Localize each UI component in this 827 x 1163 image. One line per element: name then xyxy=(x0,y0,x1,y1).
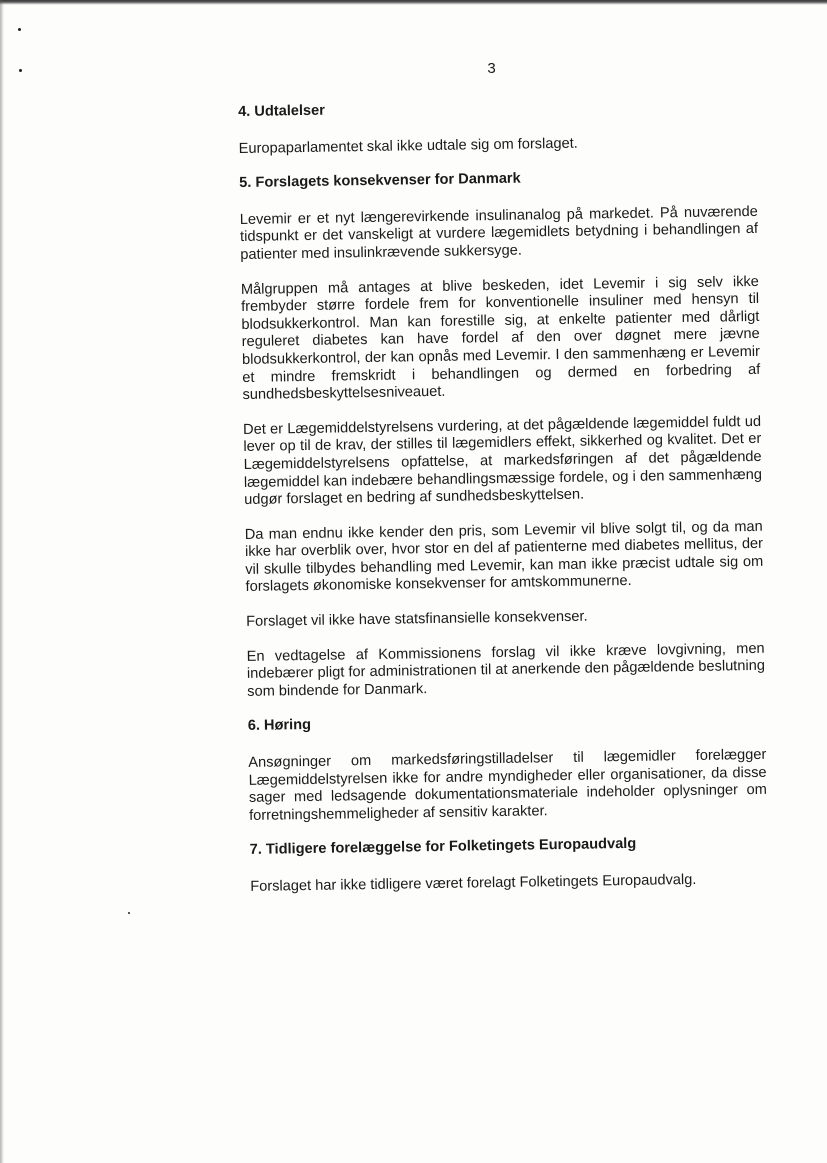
paragraph: Forslaget har ikke tidligere været forelagt Folketingets Europaudvalg. xyxy=(250,871,697,895)
scan-speck xyxy=(18,28,21,31)
section-heading: 6. Høring xyxy=(247,717,312,735)
document-body xyxy=(238,96,768,897)
paragraph: Levemir er et nyt længerevirkende insulinanalog på markedet. På nuværende tidspunkt er det vanskeligt at vurdere lægemidlets betydning i behandlingen af patienter med insulinkrævende sukkersyge. xyxy=(239,203,759,263)
paragraph: Det er Lægemiddelstyrelsens vurdering, at det pågældende lægemiddel fuldt ud lever op til de krav, der stilles til lægemidlers effekt, sikkerhed og kvalitet. Det er Lægemiddelstyrelsens opfattelse, at markedsføringen af det pågældende lægemiddel kan indebære behandlingsmæssige fordele, og i den sammenhæng udgør forslaget en bedring af sundhedsbeskyttelsen. xyxy=(242,413,763,509)
section-tidligere-forelaeggelse xyxy=(250,834,769,896)
section-konsekvenser xyxy=(239,167,765,701)
section-heading: 5. Forslagets konsekvenser for Danmark xyxy=(239,170,521,192)
section-heading: 7. Tidligere forelæggelse for Folketingets Europaudvalg xyxy=(249,836,637,859)
section-heading: 4. Udtalelser xyxy=(238,102,326,120)
paragraph: Ansøgninger om markedsføringstilladelser til lægemidler forelægger Lægemiddelstyrelsen ikke for andre myndigheder eller organisationer, da disse sager med ledsagende dokumentationsmateriale indeholder oplysninger om forretningshemmeligheder af sensitiv karakter. xyxy=(248,746,767,824)
paragraph: Målgruppen må antages at blive beskeden, idet Levemir i sig selv ikke frembyder større fordele frem for konventionelle insuliner med hensyn til blodsukkerkontrol. Man kan forestille sig, at enkelte patienter med dårligt reguleret diabetes kan have fordel af den over døgnet mere jævne blodsukkerkontrol, der kan opnås med Levemir. I den sammenhæng er Levemir et mindre fremskridt i behandlingen og dermed en forbedring af sundhedsbeskyttelsesniveauet. xyxy=(240,273,761,404)
scan-edge-left xyxy=(0,0,4,1163)
section-hoering xyxy=(248,710,768,825)
paragraph: Da man endnu ikke kender den pris, som Levemir vil blive solgt til, og da man ikke har overblik over, hvor stor en del af patienterne med diabetes mellitus, der vil skulle tilbydes behandling med Levemir, kan man ikke præcist udtale sig om forslagets økonomiske konsekvenser for amtskommunerne. xyxy=(244,518,764,596)
paragraph: En vedtagelse af Kommissionens forslag vil ikke kræve lovgivning, men indebærer pligt for administrationen til at anerkende den pågældende beslutning som bindende for Danmark. xyxy=(246,640,766,700)
section-udtalelser xyxy=(238,96,757,158)
scan-edge-top xyxy=(0,0,827,5)
scan-speck xyxy=(128,912,130,914)
page-number: 3 xyxy=(487,60,496,77)
paragraph: Europaparlamentet skal ikke udtale sig om forslaget. xyxy=(238,135,578,157)
paragraph: Forslaget vil ikke have statsfinansielle konsekvenser. xyxy=(246,608,588,630)
